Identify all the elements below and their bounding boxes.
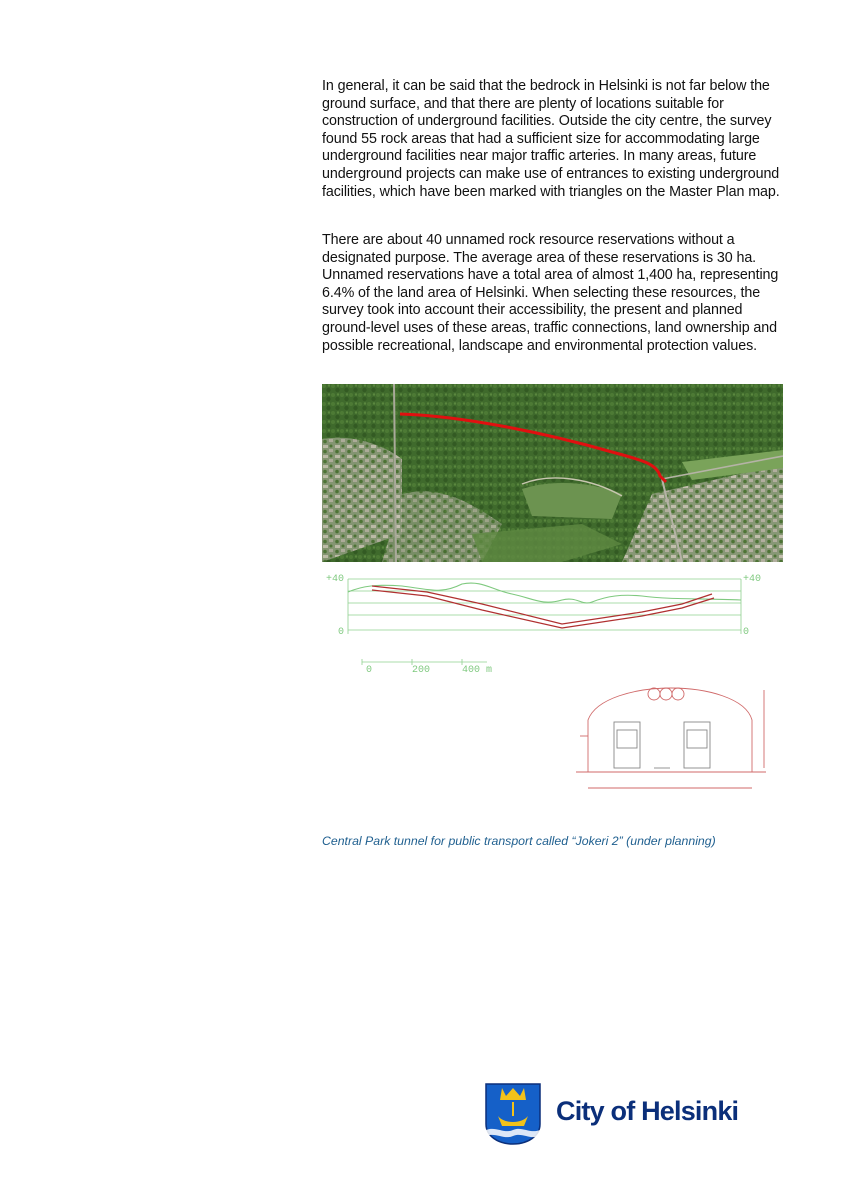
city-of-helsinki-wordmark: City of Helsinki: [556, 1096, 739, 1126]
scale-label-0: 0: [366, 665, 373, 676]
profile-label-zero-left: 0: [338, 627, 345, 638]
profile-label-top-right: +40: [743, 574, 762, 585]
helsinki-crest-icon: [484, 1082, 542, 1146]
tunnel-cross-section: [566, 680, 776, 800]
scale-label-200: 200: [412, 665, 431, 676]
profile-label-top-left: +40: [326, 574, 345, 585]
tunnel-profile-diagram: [322, 566, 787, 680]
figure-caption: Central Park tunnel for public transport called “Jokeri 2” (under planning): [322, 834, 716, 848]
body-paragraph-1: In general, it can be said that the bedrock in Helsinki is not far below the ground surface, and that there are plenty of locations suitable for construction of underground facilities. Outside the city centre, the survey found 55 rock areas that had a sufficient size for accommodating large underground facilities near major traffic arteries. In many areas, future underground projects can make use of entrances to existing underground facilities, which have been marked with triangles on the Master Plan map.: [322, 78, 780, 200]
profile-label-zero-right: 0: [743, 627, 750, 638]
aerial-photo: [322, 384, 783, 562]
scale-label-400: 400 m: [462, 665, 493, 676]
body-paragraph-2: There are about 40 unnamed rock resource reservations without a designated purpose. The average area of these reservations is 30 ha. Unnamed reservations have a total area of almost 1,400 ha, representing 6.4% of the land area of Helsinki. When selecting these resources, the survey took into account their accessibility, the present and planned ground-level uses of these areas, traffic connections, land ownership and possible recreational, landscape and environmental protection values.: [322, 232, 779, 354]
